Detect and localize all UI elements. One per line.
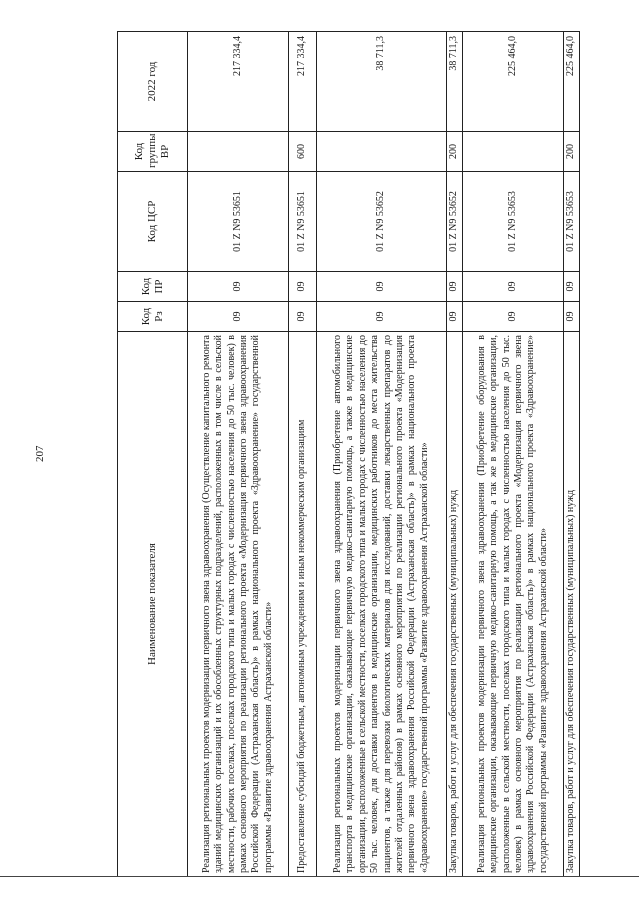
row-name: Реализация региональных проектов модернизации первичного звена здравоохранения (Приобретение оборудования в медицинские организации, оказывающие первичную медико-санитарную помощь, а так же в медицинские организации, расположенные в сельской местности, поселках городского типа и малых городах с численностью населения до 50 тыс. человек) в рамках основного мероприятия по реализации регионального проекта «Модернизация первичного звена здравоохранения Российской Федерации (Астраханская область)» в рамках национального проекта «Здравоохранение» государственной программы «Развитие здравоохранения Астраханской области» [463, 332, 564, 877]
row-csr: 01 Z N9 53651 [289, 172, 317, 272]
row-rz: 09 [564, 302, 580, 332]
row-rz: 09 [289, 302, 317, 332]
row-rz: 09 [447, 302, 463, 332]
row-csr: 01 Z N9 53653 [463, 172, 564, 272]
row-pr: 09 [188, 272, 289, 302]
row-pr: 09 [289, 272, 317, 302]
header-vr: Код группы ВР [118, 132, 188, 172]
row-2022: 217 334,4 [188, 32, 289, 132]
row-rz: 09 [317, 302, 447, 332]
row-rz: 09 [463, 302, 564, 332]
row-vr [317, 132, 447, 172]
row-csr: 01 Z N9 53652 [447, 172, 463, 272]
row-name: Предоставление субсидий бюджетным, автономным учреждениям и иным некоммерческим организациям [289, 332, 317, 877]
table-row [317, 32, 447, 877]
row-2022: 217 334,4 [289, 32, 317, 132]
row-2022: 225 464,0 [564, 32, 580, 132]
row-csr: 01 Z N9 53651 [188, 172, 289, 272]
header-rz: Код Рз [118, 302, 188, 332]
budget-table-rotated [117, 32, 577, 877]
row-csr: 01 Z N9 53653 [564, 172, 580, 272]
table-row [188, 32, 289, 877]
header-2022: 2022 год [118, 32, 188, 132]
table-row [463, 32, 564, 877]
row-pr: 09 [564, 272, 580, 302]
row-name: Закупка товаров, работ и услуг для обеспечения государственных (муниципальных) нужд [447, 332, 463, 877]
page-number: 207 [34, 445, 46, 462]
row-vr: 200 [564, 132, 580, 172]
row-name: Закупка товаров, работ и услуг для обеспечения государственных (муниципальных) нужд [564, 332, 580, 877]
row-name: Реализация региональных проектов модернизации первичного звена здравоохранения (Осуществление капитального ремонта зданий медицинских организаций и их обособленных структурных подразделений, расположенных в том числе в сельской местности, рабочих поселках, поселках городского типа и малых городах с численностью населения до 50 тыс. человек) в рамках основного мероприятия по реализации регионального проекта «Модернизация первичного звена здравоохранения Российской Федерации (Астраханская область)» в рамках национального проекта «Здравоохранение» государственной программы «Развитие здравоохранения Астраханской области» [188, 332, 289, 877]
header-name: Наименование показателя [118, 332, 188, 877]
budget-table [117, 31, 580, 877]
page-bottom-rule [0, 876, 639, 877]
row-pr: 09 [463, 272, 564, 302]
row-vr [463, 132, 564, 172]
row-vr: 600 [289, 132, 317, 172]
row-vr: 200 [447, 132, 463, 172]
row-vr [188, 132, 289, 172]
row-pr: 09 [447, 272, 463, 302]
row-pr: 09 [317, 272, 447, 302]
header-csr: Код ЦСР [118, 172, 188, 272]
table-row [564, 32, 580, 877]
row-2022: 225 464,0 [463, 32, 564, 132]
table-header-row [118, 32, 188, 877]
table-row [447, 32, 463, 877]
row-2022: 38 711,3 [317, 32, 447, 132]
header-pr: Код ПР [118, 272, 188, 302]
row-name: Реализация региональных проектов модернизации первичного звена здравоохранения (Приобретение автомобильного транспорта в медицинские организации, оказывающие первичную медико-санитарную помощь, а также в медицинские организации, расположенные в сельской местности, поселках городского типа и малых городах с численностью населения до 50 тыс. человек, для доставки пациентов в медицинские организации, медицинских работников до места жительства пациентов, а также для перевозки биологических материалов для исследований, доставки лекарственных препаратов до жителей отдаленных районов) в рамках основного мероприятия по реализации регионального проекта «Модернизация первичного звена здравоохранения Российской Федерации (Астраханская область)» в рамках национального проекта «Здравоохранение» государственной программы «Развитие здравоохранения Астраханской области» [317, 332, 447, 877]
table-row [289, 32, 317, 877]
row-csr: 01 Z N9 53652 [317, 172, 447, 272]
row-2022: 38 711,3 [447, 32, 463, 132]
row-rz: 09 [188, 302, 289, 332]
